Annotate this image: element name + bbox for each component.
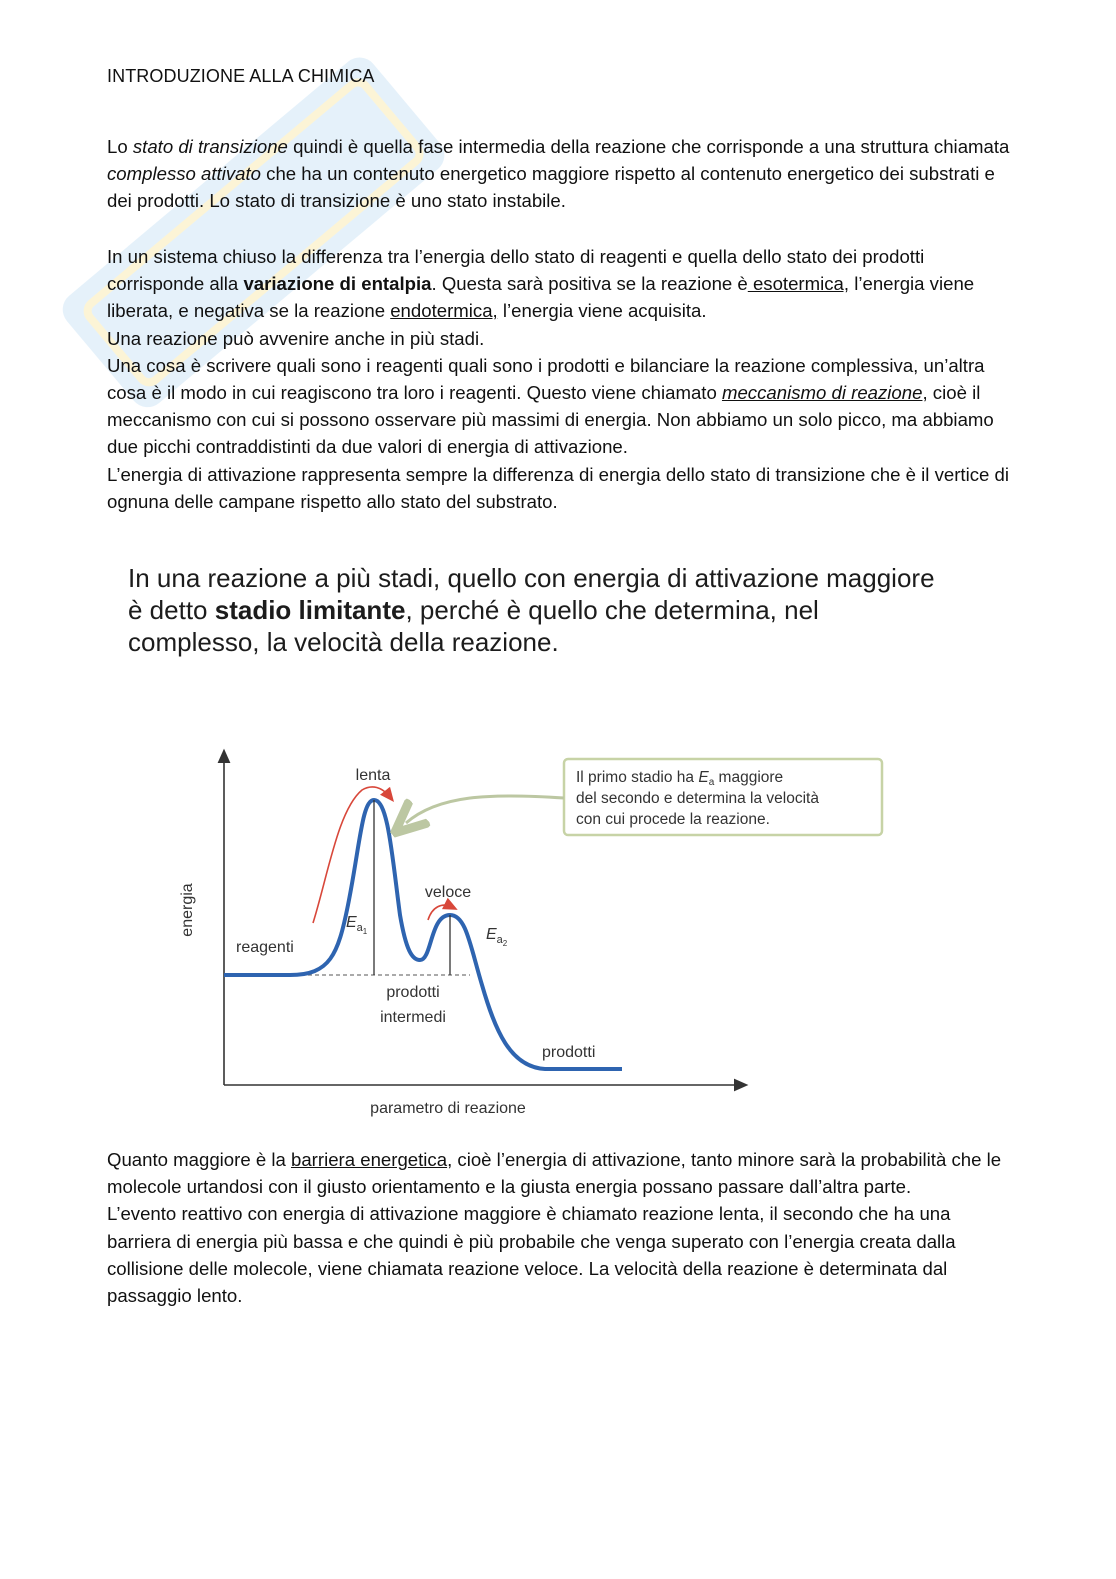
y-axis-label: energia xyxy=(179,883,196,937)
paragraph-barrier: Quanto maggiore è la barriera energetica, cioè l’energia di attivazione, tanto minore sarà la probabilità che le molecole urtandosi con il giusto orientamento e la giusta energia possano passare dall’altra parte. xyxy=(107,1149,1002,1198)
paragraph-mechanism: Una cosa è scrivere quali sono i reagenti quali sono i prodotti e bilanciare la reazione complessiva, un’altra cosa è il modo in cui reagiscono tra loro i reagenti. Questo viene chiamato meccanismo di reazione, cioè il meccanismo con cui si possono osservare più massimi di energia. Non abbiamo un solo picco, ma abbiamo due picchi contraddistinti da due valori di energia di attivazione. xyxy=(107,354,994,458)
label-intermediate-2: intermedi xyxy=(380,1009,446,1026)
text-section-enthalpy xyxy=(107,243,1012,515)
paragraph-slow-fast: L’evento reattivo con energia di attivazione maggiore è chiamato reazione lenta, il secondo che ha una barriera di energia più bassa e che quindi è più probabile che venga superato con l’energia creata dalla collisione delle molecole, viene chiamata reazione veloce. La velocità della reazione è determinata dal passaggio lento. xyxy=(107,1203,956,1307)
label-lenta: lenta xyxy=(355,767,391,784)
callout-line-3: con cui procede la reazione. xyxy=(576,811,770,828)
energy-diagram xyxy=(170,745,910,1125)
callout-pointer-arrow xyxy=(406,796,564,823)
label-veloce: veloce xyxy=(424,884,472,901)
paragraph-transition-state: Lo stato di transizione quindi è quella fase intermedia della reazione che corrisponde a una struttura chiamata complesso attivato che ha un contenuto energetico maggiore rispetto al contenuto energetico dei substrati e dei prodotti. Lo stato di transizione è uno stato instabile. xyxy=(107,136,1010,212)
label-reagenti: reagenti xyxy=(236,939,294,956)
text-section-barrier xyxy=(107,1146,1012,1309)
label-intermediate-1: prodotti xyxy=(386,984,440,1001)
page-header: INTRODUZIONE ALLA CHIMICA xyxy=(107,66,375,86)
reaction-curve xyxy=(224,800,622,1069)
callout-line-2: del secondo e determina la velocità xyxy=(576,790,819,807)
slow-step-red-arrow xyxy=(313,787,390,923)
paragraph-enthalpy: In un sistema chiuso la differenza tra l’energia dello stato di reagenti e quella dello stato dei prodotti corrisponde alla variazione di entalpia. Questa sarà positiva se la reazione è esotermica, l’energia viene liberata, e negativa se la reazione endotermica, l’energia viene acquisita. xyxy=(107,246,975,322)
x-axis-label: parametro di reazione xyxy=(370,1100,526,1117)
label-ea1: $E_a1$ xyxy=(346,914,368,936)
callout-line-1: Il primo stadio ha Ea maggiore xyxy=(576,769,784,788)
paragraph-activation-energy: L’energia di attivazione rappresenta sempre la differenza di energia dello stato di transizione che è il vertice di ognuna delle campane rispetto allo stato del substrato. xyxy=(107,463,1009,512)
label-ea2: $E_a2$ xyxy=(486,926,508,948)
figure-caption: In una reazione a più stadi, quello con energia di attivazione maggiore è detto stadio limitante, perché è quello che determina, nel complesso, la velocità della reazione. xyxy=(128,563,935,657)
paragraph-stages: Una reazione può avvenire anche in più stadi. xyxy=(107,327,485,349)
label-prodotti: prodotti xyxy=(542,1044,596,1061)
